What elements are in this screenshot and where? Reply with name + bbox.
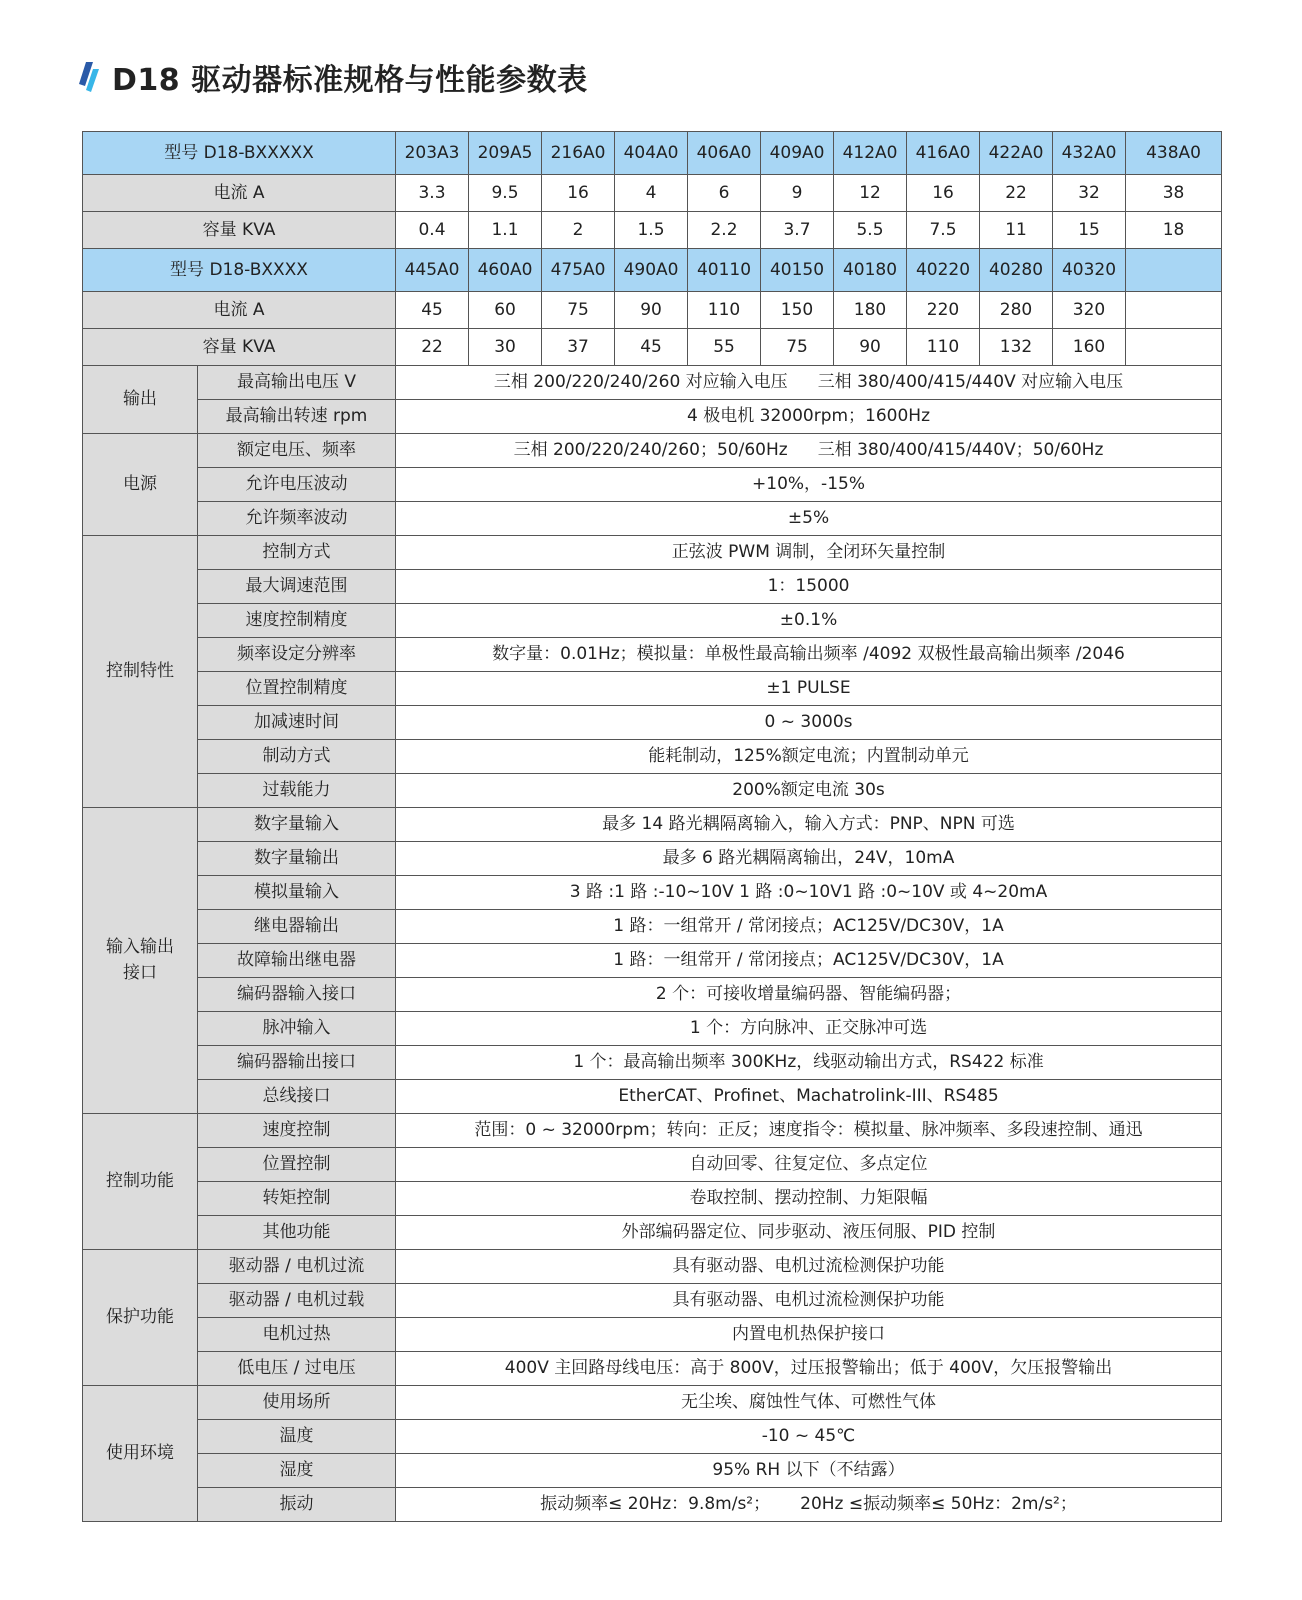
current-label: 电流 A bbox=[83, 175, 396, 212]
spec-value-text: 振动频率≤ 20Hz：9.8m/s²； bbox=[540, 1494, 771, 1515]
spec-value-text: EtherCAT、Profinet、Machatrolink-III、RS485 bbox=[618, 1086, 999, 1107]
current-row bbox=[83, 292, 1222, 329]
spec-value-text: -10 ~ 45℃ bbox=[761, 1426, 856, 1447]
capacity-label: 容量 KVA bbox=[83, 329, 396, 366]
spec-label: 最高输出电压 V bbox=[198, 366, 396, 400]
current-cell: 180 bbox=[834, 292, 907, 329]
capacity-cell: 55 bbox=[688, 329, 761, 366]
spec-value bbox=[396, 1080, 1222, 1114]
model-code-cell: 203A3 bbox=[396, 132, 469, 175]
spec-row bbox=[83, 672, 1222, 706]
spec-value bbox=[396, 978, 1222, 1012]
capacity-cell: 37 bbox=[542, 329, 615, 366]
spec-label: 位置控制精度 bbox=[198, 672, 396, 706]
spec-value-text: 1：15000 bbox=[767, 576, 850, 597]
model-code-cell: 416A0 bbox=[907, 132, 980, 175]
spec-value bbox=[396, 1148, 1222, 1182]
spec-label: 电机过热 bbox=[198, 1318, 396, 1352]
spec-label: 加减速时间 bbox=[198, 706, 396, 740]
spec-label: 湿度 bbox=[198, 1454, 396, 1488]
spec-value bbox=[396, 536, 1222, 570]
spec-label: 频率设定分辨率 bbox=[198, 638, 396, 672]
spec-value bbox=[396, 570, 1222, 604]
spec-row bbox=[83, 876, 1222, 910]
spec-label: 低电压 / 过电压 bbox=[198, 1352, 396, 1386]
spec-value-text: 数字量：0.01Hz；模拟量：单极性最高输出频率 /4092 双极性最高输出频率 /2046 bbox=[492, 644, 1125, 665]
model-code-cell: 40110 bbox=[688, 249, 761, 292]
model-code-cell: 404A0 bbox=[615, 132, 688, 175]
model-code-cell: 445A0 bbox=[396, 249, 469, 292]
model-code-cell: 40180 bbox=[834, 249, 907, 292]
spec-value bbox=[396, 502, 1222, 536]
spec-row bbox=[83, 1114, 1222, 1148]
spec-value-text: +10%，-15% bbox=[752, 474, 865, 495]
capacity-cell: 2 bbox=[542, 212, 615, 249]
spec-value bbox=[396, 400, 1222, 434]
spec-row bbox=[83, 434, 1222, 468]
model-code-cell: 432A0 bbox=[1053, 132, 1126, 175]
spec-value bbox=[396, 944, 1222, 978]
spec-label: 继电器输出 bbox=[198, 910, 396, 944]
spec-value-text-2: 20Hz ≤振动频率≤ 50Hz：2m/s²； bbox=[800, 1494, 1077, 1515]
spec-value bbox=[396, 672, 1222, 706]
capacity-cell: 22 bbox=[396, 329, 469, 366]
spec-value bbox=[396, 910, 1222, 944]
spec-value-text: 外部编码器定位、同步驱动、液压伺服、PID 控制 bbox=[621, 1222, 996, 1243]
spec-value-text: 95% RH 以下（不结露） bbox=[712, 1460, 905, 1481]
capacity-cell: 132 bbox=[980, 329, 1053, 366]
spec-label: 转矩控制 bbox=[198, 1182, 396, 1216]
spec-value-text: 2 个：可接收增量编码器、智能编码器； bbox=[655, 984, 962, 1005]
current-cell: 38 bbox=[1126, 175, 1222, 212]
capacity-cell: 18 bbox=[1126, 212, 1222, 249]
spec-row bbox=[83, 1216, 1222, 1250]
empty-cell bbox=[1126, 249, 1222, 292]
capacity-cell: 45 bbox=[615, 329, 688, 366]
current-cell: 22 bbox=[980, 175, 1053, 212]
spec-value bbox=[396, 876, 1222, 910]
capacity-cell: 160 bbox=[1053, 329, 1126, 366]
spec-value bbox=[396, 1216, 1222, 1250]
capacity-cell: 30 bbox=[469, 329, 542, 366]
spec-row bbox=[83, 1352, 1222, 1386]
spec-label: 数字量输入 bbox=[198, 808, 396, 842]
spec-label: 速度控制精度 bbox=[198, 604, 396, 638]
spec-value bbox=[396, 842, 1222, 876]
spec-value-text: 三相 200/220/240/260 对应输入电压 bbox=[493, 372, 788, 393]
spec-row bbox=[83, 808, 1222, 842]
capacity-cell: 3.7 bbox=[761, 212, 834, 249]
spec-value bbox=[396, 1386, 1222, 1420]
model-header-label: 型号 D18-BXXXX bbox=[83, 249, 396, 292]
capacity-cell: 15 bbox=[1053, 212, 1126, 249]
current-cell: 3.3 bbox=[396, 175, 469, 212]
model-header-row bbox=[83, 249, 1222, 292]
model-code-cell: 40150 bbox=[761, 249, 834, 292]
spec-row bbox=[83, 842, 1222, 876]
spec-label: 总线接口 bbox=[198, 1080, 396, 1114]
capacity-label: 容量 KVA bbox=[83, 212, 396, 249]
current-cell: 9 bbox=[761, 175, 834, 212]
spec-label: 故障输出继电器 bbox=[198, 944, 396, 978]
spec-value bbox=[396, 1114, 1222, 1148]
model-code-cell: 209A5 bbox=[469, 132, 542, 175]
model-header-row bbox=[83, 132, 1222, 175]
spec-label: 其他功能 bbox=[198, 1216, 396, 1250]
spec-value bbox=[396, 1284, 1222, 1318]
current-cell: 16 bbox=[907, 175, 980, 212]
spec-row bbox=[83, 978, 1222, 1012]
current-cell: 16 bbox=[542, 175, 615, 212]
spec-value-text: 能耗制动，125%额定电流；内置制动单元 bbox=[648, 746, 969, 767]
spec-row bbox=[83, 774, 1222, 808]
spec-value-text: 200%额定电流 30s bbox=[732, 780, 885, 801]
spec-value-text: 具有驱动器、电机过流检测保护功能 bbox=[672, 1290, 945, 1311]
spec-value bbox=[396, 1318, 1222, 1352]
slash-logo-icon bbox=[78, 60, 100, 94]
spec-value bbox=[396, 638, 1222, 672]
spec-value bbox=[396, 1182, 1222, 1216]
empty-cell bbox=[1126, 329, 1222, 366]
spec-row bbox=[83, 706, 1222, 740]
spec-row bbox=[83, 910, 1222, 944]
model-code-cell: 422A0 bbox=[980, 132, 1053, 175]
current-cell: 150 bbox=[761, 292, 834, 329]
spec-row bbox=[83, 638, 1222, 672]
spec-value bbox=[396, 468, 1222, 502]
page-title: D18 驱动器标准规格与性能参数表 bbox=[112, 63, 588, 98]
spec-label: 控制方式 bbox=[198, 536, 396, 570]
spec-row bbox=[83, 1454, 1222, 1488]
spec-label: 模拟量输入 bbox=[198, 876, 396, 910]
current-cell: 9.5 bbox=[469, 175, 542, 212]
spec-value-text: 无尘埃、腐蚀性气体、可燃性气体 bbox=[681, 1392, 937, 1413]
model-code-cell: 216A0 bbox=[542, 132, 615, 175]
spec-value-text: 3 路 :1 路 :-10~10V 1 路 :0~10V1 路 :0~10V 或 4~20mA bbox=[569, 882, 1048, 903]
spec-row bbox=[83, 604, 1222, 638]
spec-label: 使用场所 bbox=[198, 1386, 396, 1420]
capacity-cell: 2.2 bbox=[688, 212, 761, 249]
spec-value-text: 400V 主回路母线电压：高于 800V，过压报警输出；低于 400V，欠压报警输出 bbox=[504, 1358, 1113, 1379]
spec-value-text-2: 三相 380/400/415/440V 对应输入电压 bbox=[817, 372, 1124, 393]
model-code-cell: 40320 bbox=[1053, 249, 1126, 292]
spec-label: 制动方式 bbox=[198, 740, 396, 774]
spec-label: 数字量输出 bbox=[198, 842, 396, 876]
spec-value-text: 4 极电机 32000rpm；1600Hz bbox=[687, 406, 931, 427]
spec-value bbox=[396, 1420, 1222, 1454]
model-code-cell: 406A0 bbox=[688, 132, 761, 175]
spec-row bbox=[83, 400, 1222, 434]
current-cell: 75 bbox=[542, 292, 615, 329]
spec-value-text: 最多 6 路光耦隔离输出，24V，10mA bbox=[662, 848, 955, 869]
current-cell: 90 bbox=[615, 292, 688, 329]
spec-value-text: ±1 PULSE bbox=[766, 678, 851, 699]
spec-value-text: 内置电机热保护接口 bbox=[732, 1324, 886, 1345]
spec-value-text-2: 三相 380/400/415/440V；50/60Hz bbox=[817, 440, 1104, 461]
spec-row bbox=[83, 740, 1222, 774]
capacity-cell: 110 bbox=[907, 329, 980, 366]
category-label: 控制特性 bbox=[83, 536, 198, 808]
spec-row bbox=[83, 1148, 1222, 1182]
model-code-cell: 460A0 bbox=[469, 249, 542, 292]
spec-row bbox=[83, 366, 1222, 400]
spec-label: 编码器输入接口 bbox=[198, 978, 396, 1012]
spec-row bbox=[83, 1250, 1222, 1284]
spec-value-text: 三相 200/220/240/260；50/60Hz bbox=[513, 440, 788, 461]
capacity-cell: 1.5 bbox=[615, 212, 688, 249]
spec-row bbox=[83, 1284, 1222, 1318]
category-text: 输入输出接口 bbox=[106, 937, 174, 983]
spec-value bbox=[396, 808, 1222, 842]
spec-value-text: 卷取控制、摆动控制、力矩限幅 bbox=[689, 1188, 928, 1209]
model-code-cell: 409A0 bbox=[761, 132, 834, 175]
spec-row bbox=[83, 570, 1222, 604]
spec-value-text: 具有驱动器、电机过流检测保护功能 bbox=[672, 1256, 945, 1277]
spec-label: 允许电压波动 bbox=[198, 468, 396, 502]
current-row bbox=[83, 175, 1222, 212]
spec-row bbox=[83, 502, 1222, 536]
spec-row bbox=[83, 944, 1222, 978]
spec-row bbox=[83, 468, 1222, 502]
spec-label: 额定电压、频率 bbox=[198, 434, 396, 468]
spec-value bbox=[396, 1454, 1222, 1488]
spec-value bbox=[396, 706, 1222, 740]
model-code-cell: 475A0 bbox=[542, 249, 615, 292]
current-cell: 45 bbox=[396, 292, 469, 329]
spec-label: 驱动器 / 电机过流 bbox=[198, 1250, 396, 1284]
spec-value bbox=[396, 604, 1222, 638]
spec-value bbox=[396, 1250, 1222, 1284]
spec-label: 振动 bbox=[198, 1488, 396, 1522]
current-label: 电流 A bbox=[83, 292, 396, 329]
spec-value-text: ±5% bbox=[787, 508, 830, 529]
current-cell: 4 bbox=[615, 175, 688, 212]
spec-label: 最大调速范围 bbox=[198, 570, 396, 604]
category-label: 使用环境 bbox=[83, 1386, 198, 1522]
current-cell: 60 bbox=[469, 292, 542, 329]
capacity-cell: 0.4 bbox=[396, 212, 469, 249]
capacity-row bbox=[83, 329, 1222, 366]
spec-value-text: 0 ~ 3000s bbox=[764, 712, 853, 733]
spec-value bbox=[396, 1352, 1222, 1386]
category-label: 保护功能 bbox=[83, 1250, 198, 1386]
category-label: 控制功能 bbox=[83, 1114, 198, 1250]
spec-value bbox=[396, 434, 1222, 468]
current-cell: 320 bbox=[1053, 292, 1126, 329]
current-cell: 220 bbox=[907, 292, 980, 329]
page-header bbox=[78, 55, 588, 99]
category-label bbox=[83, 808, 198, 1114]
spec-row bbox=[83, 1488, 1222, 1522]
spec-label: 允许频率波动 bbox=[198, 502, 396, 536]
spec-table bbox=[82, 131, 1222, 1522]
spec-value bbox=[396, 1012, 1222, 1046]
spec-value-text: 自动回零、往复定位、多点定位 bbox=[689, 1154, 928, 1175]
spec-label: 速度控制 bbox=[198, 1114, 396, 1148]
capacity-cell: 75 bbox=[761, 329, 834, 366]
model-code-cell: 412A0 bbox=[834, 132, 907, 175]
spec-row bbox=[83, 1012, 1222, 1046]
spec-value bbox=[396, 1488, 1222, 1522]
current-cell: 110 bbox=[688, 292, 761, 329]
spec-label: 脉冲输入 bbox=[198, 1012, 396, 1046]
spec-row bbox=[83, 536, 1222, 570]
current-cell: 6 bbox=[688, 175, 761, 212]
capacity-cell: 90 bbox=[834, 329, 907, 366]
spec-row bbox=[83, 1046, 1222, 1080]
spec-row bbox=[83, 1080, 1222, 1114]
spec-row bbox=[83, 1386, 1222, 1420]
spec-value-text: 1 个：方向脉冲、正交脉冲可选 bbox=[689, 1018, 928, 1039]
spec-value-text: 最多 14 路光耦隔离输入，输入方式：PNP、NPN 可选 bbox=[602, 814, 1015, 835]
spec-value-text: 1 个：最高输出频率 300KHz，线驱动输出方式，RS422 标准 bbox=[573, 1052, 1044, 1073]
capacity-cell: 7.5 bbox=[907, 212, 980, 249]
spec-label: 编码器输出接口 bbox=[198, 1046, 396, 1080]
spec-value-text: 范围：0 ~ 32000rpm；转向：正反；速度指令：模拟量、脉冲频率、多段速控制、通迅 bbox=[474, 1120, 1143, 1141]
spec-label: 温度 bbox=[198, 1420, 396, 1454]
model-header-label: 型号 D18-BXXXXX bbox=[83, 132, 396, 175]
current-cell: 32 bbox=[1053, 175, 1126, 212]
category-label: 输出 bbox=[83, 366, 198, 434]
spec-value-text: ±0.1% bbox=[779, 610, 838, 631]
spec-value-text: 正弦波 PWM 调制，全闭环矢量控制 bbox=[671, 542, 946, 563]
spec-row bbox=[83, 1420, 1222, 1454]
spec-row bbox=[83, 1318, 1222, 1352]
spec-value bbox=[396, 774, 1222, 808]
spec-label: 位置控制 bbox=[198, 1148, 396, 1182]
current-cell: 12 bbox=[834, 175, 907, 212]
spec-value bbox=[396, 366, 1222, 400]
spec-value-text: 1 路：一组常开 / 常闭接点；AC125V/DC30V，1A bbox=[613, 950, 1004, 971]
spec-label: 驱动器 / 电机过载 bbox=[198, 1284, 396, 1318]
spec-row bbox=[83, 1182, 1222, 1216]
spec-value bbox=[396, 740, 1222, 774]
current-cell: 280 bbox=[980, 292, 1053, 329]
spec-label: 最高输出转速 rpm bbox=[198, 400, 396, 434]
model-code-cell: 40280 bbox=[980, 249, 1053, 292]
model-code-cell: 438A0 bbox=[1126, 132, 1222, 175]
capacity-cell: 11 bbox=[980, 212, 1053, 249]
spec-value bbox=[396, 1046, 1222, 1080]
category-label: 电源 bbox=[83, 434, 198, 536]
spec-label: 过载能力 bbox=[198, 774, 396, 808]
model-code-cell: 490A0 bbox=[615, 249, 688, 292]
spec-value-text: 1 路：一组常开 / 常闭接点；AC125V/DC30V，1A bbox=[613, 916, 1004, 937]
capacity-row bbox=[83, 212, 1222, 249]
empty-cell bbox=[1126, 292, 1222, 329]
capacity-cell: 5.5 bbox=[834, 212, 907, 249]
capacity-cell: 1.1 bbox=[469, 212, 542, 249]
model-code-cell: 40220 bbox=[907, 249, 980, 292]
